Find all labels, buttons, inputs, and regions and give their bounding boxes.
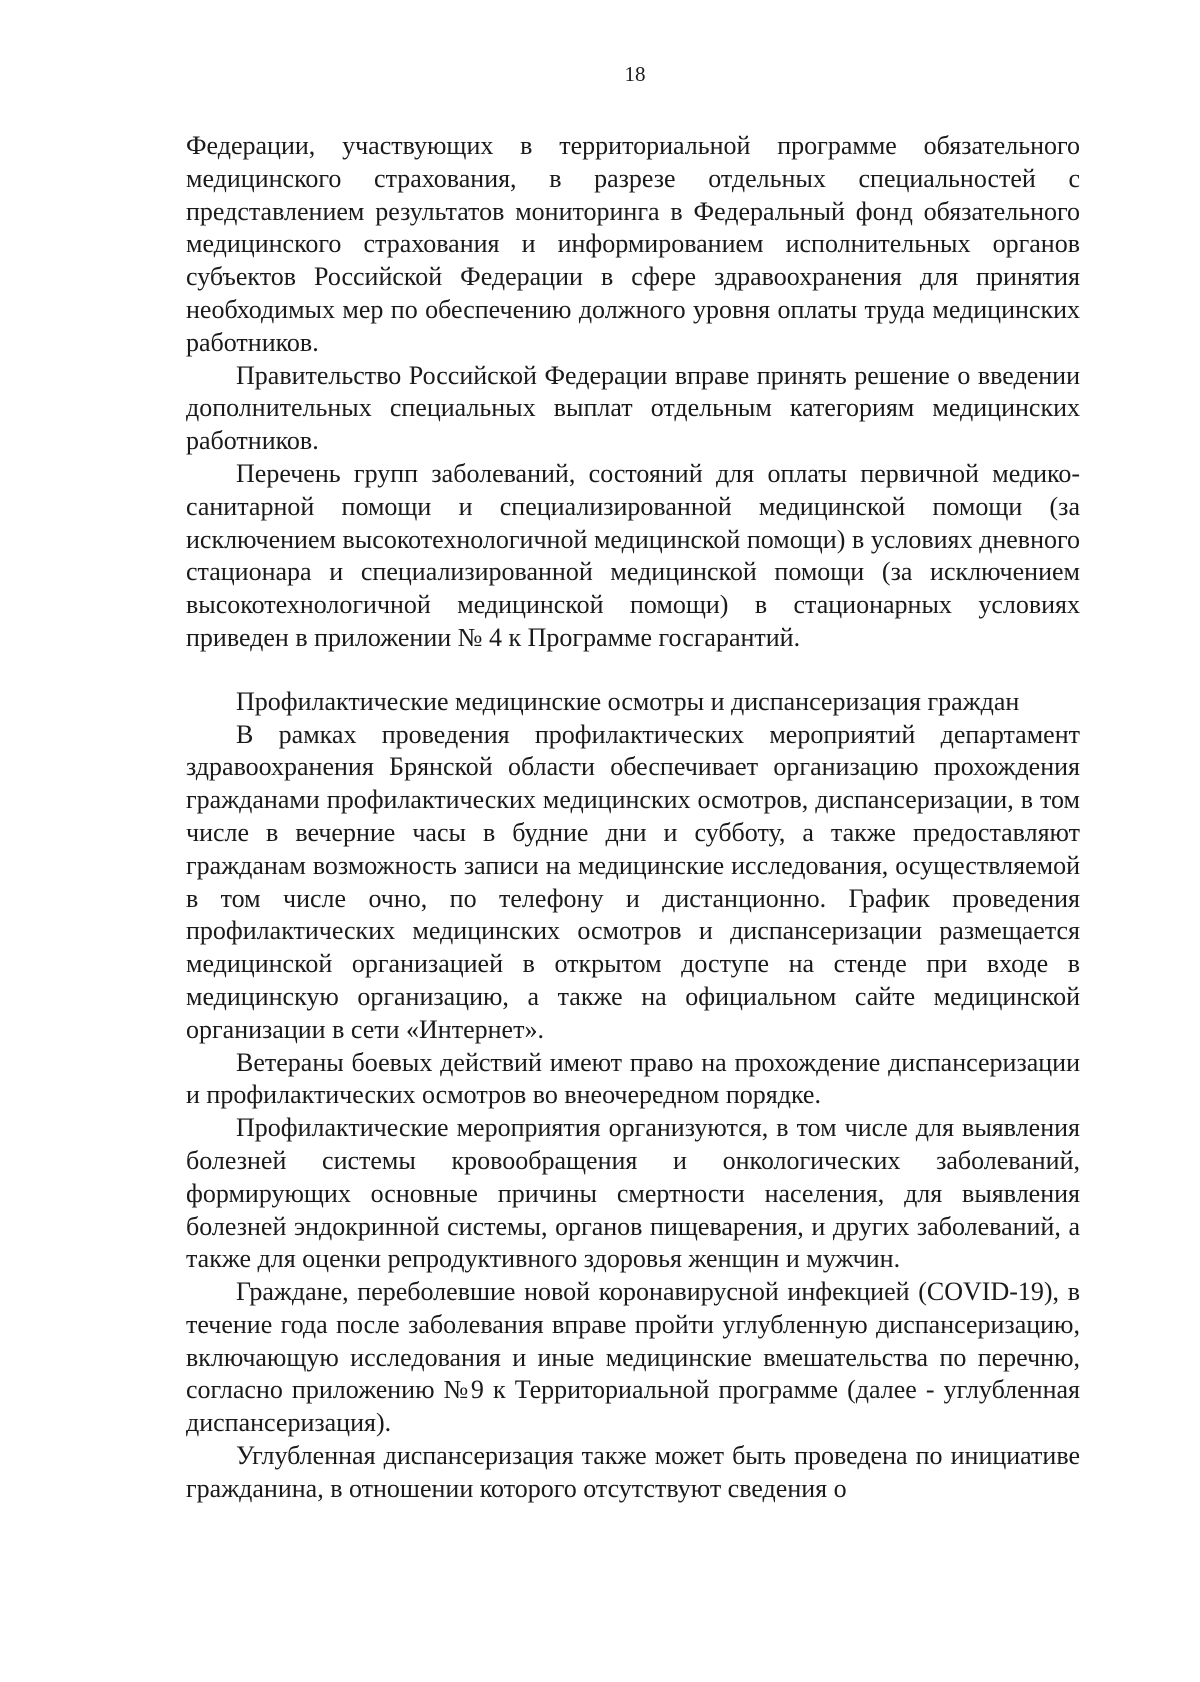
paragraph-government-decision: Правительство Российской Федерации вправе принять решение о введении дополнительных специальных выплат отдельным категориям медицинских работников. <box>186 360 1080 456</box>
document-body <box>186 130 1080 1506</box>
paragraph-in-depth-dispensary: Углубленная диспансеризация также может быть проведена по инициативе гражданина, в отношении которого отсутствуют сведения о <box>186 1441 1080 1503</box>
paragraph-continuation: Федерации, участвующих в территориальной программе обязательного медицинского страхования, в разрезе отдельных специальностей с представлением результатов мониторинга в Федеральный фонд обязательного медицинского страхования и информированием исполнительных органов субъектов Российской Федерации в сфере здравоохранения для принятия необходимых мер по обеспечению должного уровня оплаты труда медицинских работников. <box>186 131 1080 357</box>
section-heading: Профилактические медицинские осмотры и диспансеризация граждан <box>236 686 1020 716</box>
paragraph-disease-groups: Перечень групп заболеваний, состояний для оплаты первичной медико-санитарной помощи и специализированной медицинской помощи (за исключением высокотехнологичной медицинской помощи) в условиях дневного стационара и специализированной медицинской помощи (за исключением высокотехнологичной медицинской помощи) в стационарных условиях приведен в приложении № 4 к Программе госгарантий. <box>186 458 1080 652</box>
paragraph-covid-dispensary: Граждане, переболевшие новой коронавирусной инфекцией (COVID-19), в течение года после заболевания вправе пройти углубленную диспансеризацию, включающую исследования и иные медицинские вмешательства по перечню, согласно приложению №9 к Территориальной программе (далее - углубленная диспансеризация). <box>186 1277 1080 1438</box>
paragraph-combat-veterans: Ветераны боевых действий имеют право на прохождение диспансеризации и профилактических осмотров во внеочередном порядке. <box>186 1047 1080 1110</box>
paragraph-preventive-organization: Профилактические мероприятия организуются, в том числе для выявления болезней системы кровообращения и онкологических заболеваний, формирующих основные причины смертности населения, для выявления болезней эндокринной системы, органов пищеварения, и других заболеваний, а также для оценки репродуктивного здоровья женщин и мужчин. <box>186 1113 1080 1274</box>
paragraph-preventive-measures: В рамках проведения профилактических мероприятий департамент здравоохранения Брянской области обеспечивает организацию прохождения гражданами профилактических медицинских осмотров, диспансеризации, в том числе в вечерние часы в будние дни и субботу, а также предоставляют гражданам возможность записи на медицинские исследования, осуществляемой в том числе очно, по телефону и дистанционно. График проведения профилактических медицинских осмотров и диспансеризации размещается медицинской организацией в открытом доступе на стенде при входе в медицинскую организацию, а также на официальном сайте медицинской организации в сети «Интернет». <box>186 719 1080 1044</box>
page-number: 18 <box>624 62 646 86</box>
